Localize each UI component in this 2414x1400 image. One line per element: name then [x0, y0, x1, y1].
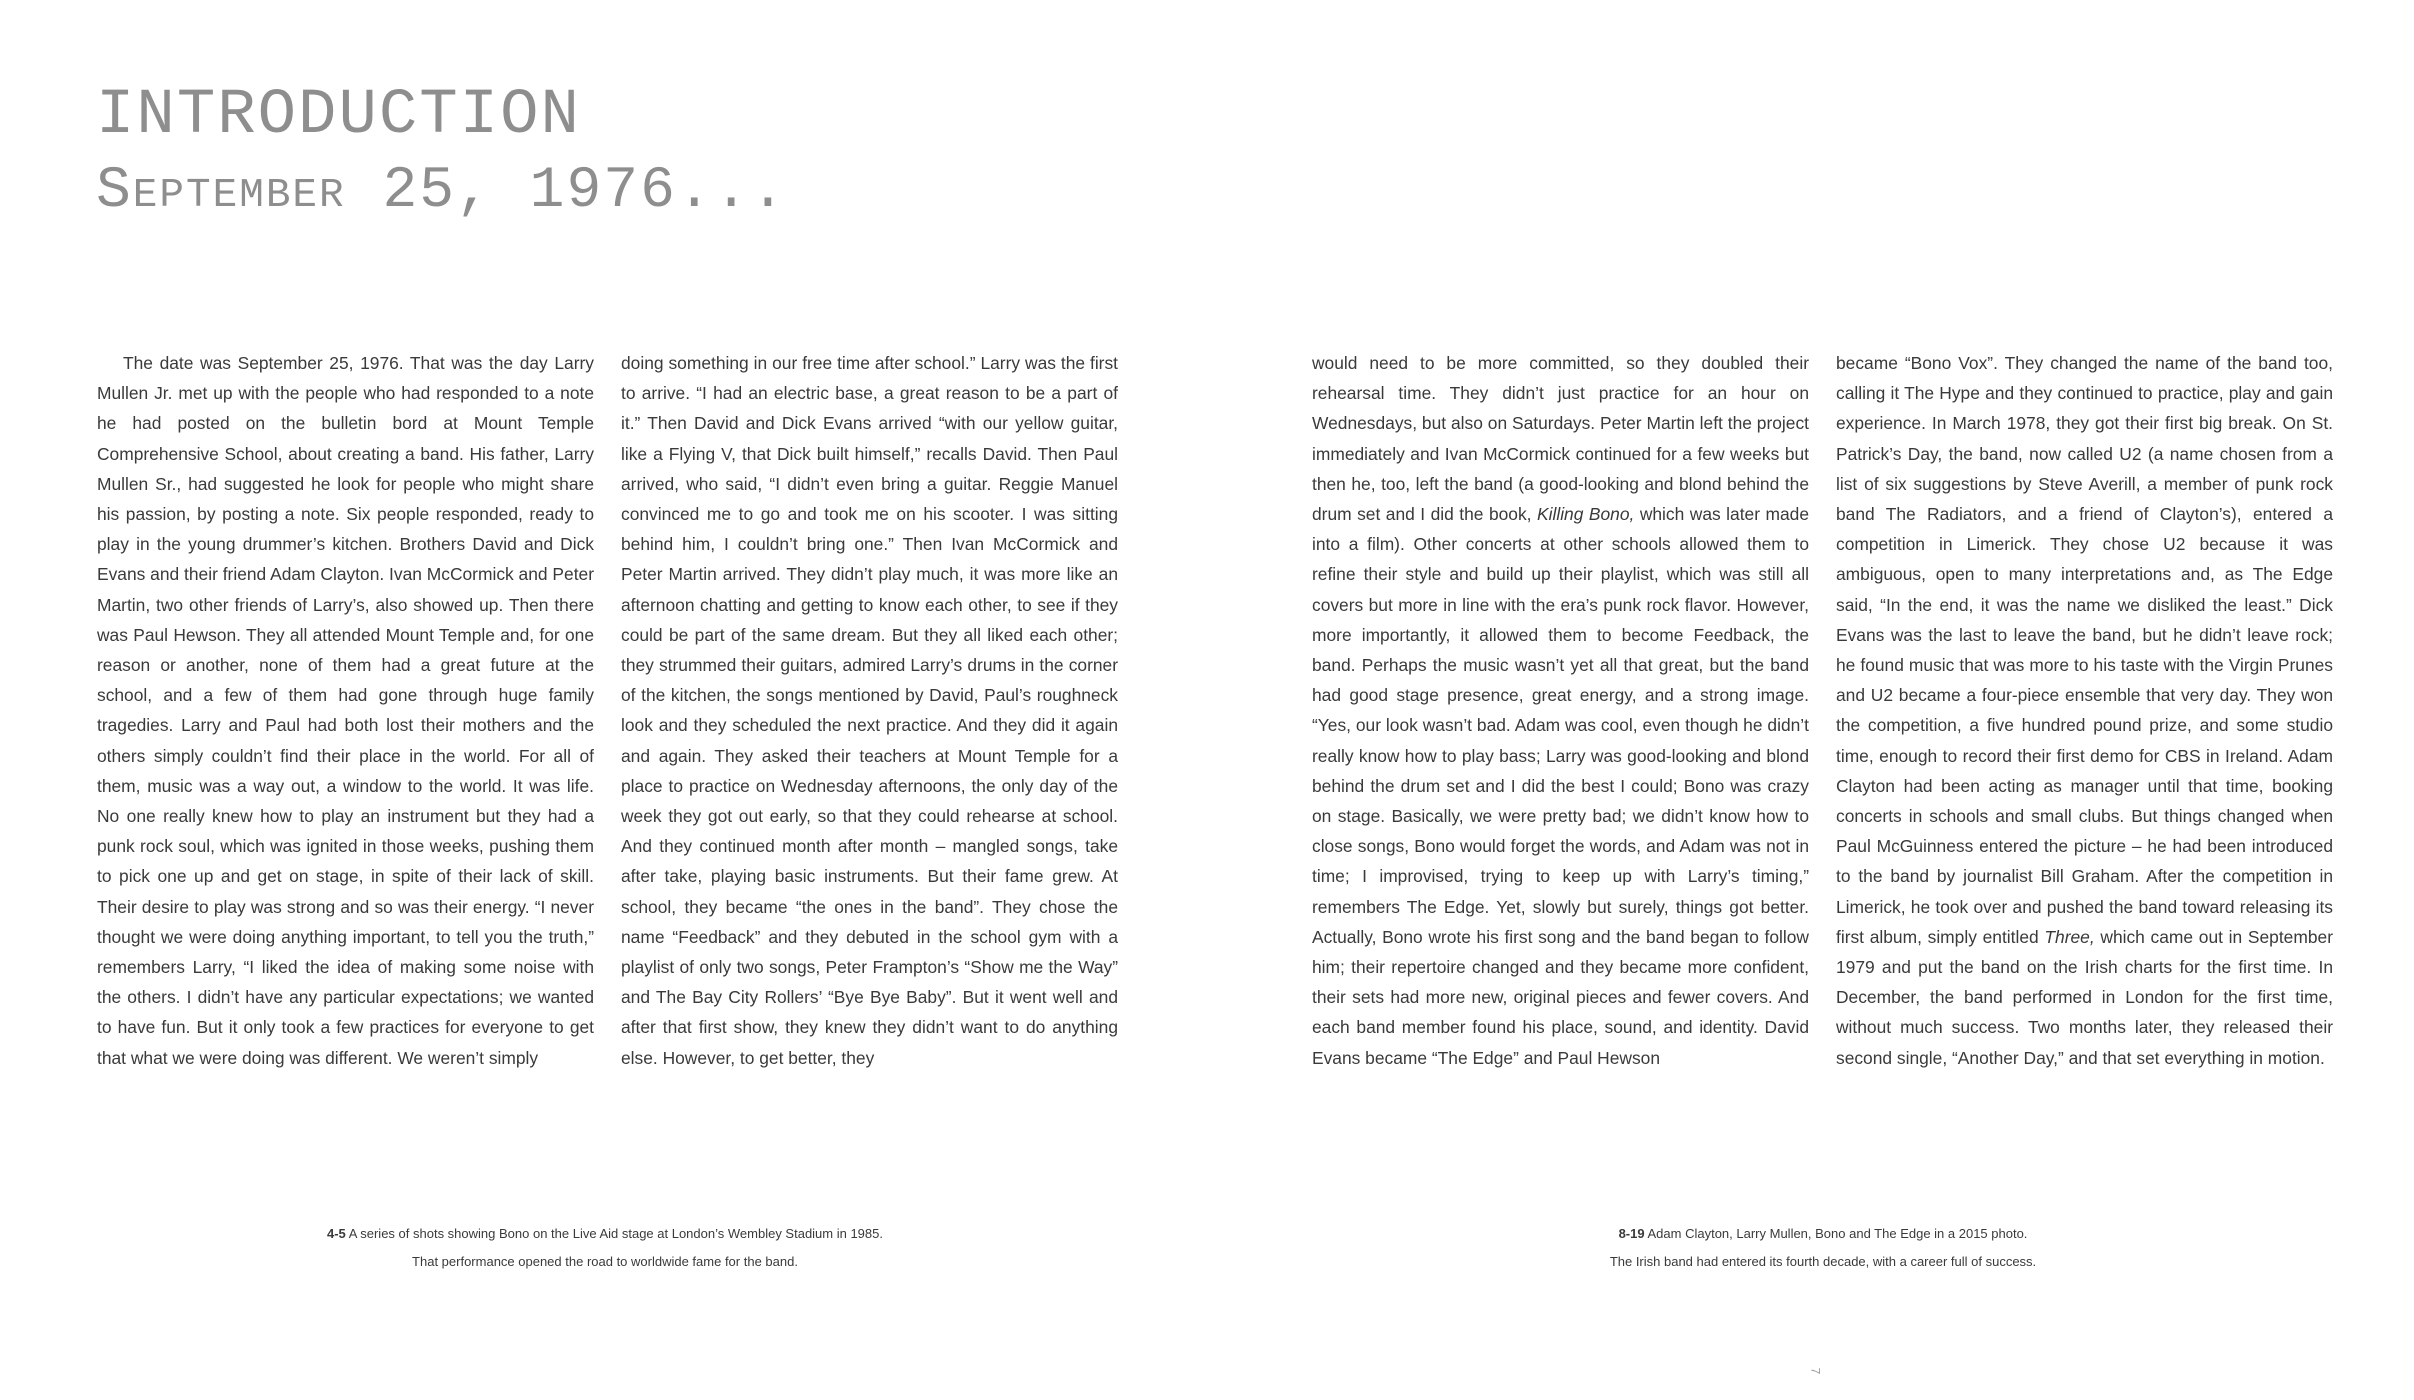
- chapter-heading: [96, 78, 787, 230]
- caption-right-text-1: Adam Clayton, Larry Mullen, Bono and The Edge in a 2015 photo.: [1647, 1226, 2028, 1241]
- chapter-subtitle: September 25, 1976...: [96, 159, 788, 224]
- column-3-book-title: Killing Bono,: [1537, 504, 1635, 525]
- photo-caption-right: [1473, 1220, 2173, 1276]
- caption-left-ref: 4-5: [326, 1226, 346, 1241]
- column-2-text: doing something in our free time after school.” Larry was the first to arrive. “I had an electric base, a great reason to be a part of it.” Then David and Dick Evans arrived “with our yellow guitar, like a Flying V, that Dick built himself,” recalls David. Then Paul arrived, who said, “I didn’t even bring a guitar. Reggie Manuel convinced me to go and took me on his scooter. I was sitting behind him, I couldn’t bring one.” Then Ivan McCormick and Peter Martin arrived. They didn’t play much, it was more like an afternoon chatting and getting to know each other, to see if they could be part of the same dream. But they all liked each other; they strummed their guitars, admired Larry’s drums in the corner of the kitchen, the songs mentioned by David, Paul’s roughneck look and they scheduled the next practice. And they did it again and again. They asked their teachers at Mount Temple for a place to practice on Wednesday afternoons, the only day of the week they got out early, so that they could rehearse at school. And they continued month after month – mangled songs, take after take, playing basic instruments. But their fame grew. At school, they became “the ones in the band”. They chose the name “Feedback” and they debuted in the school gym with a playlist of only two songs, Peter Frampton’s “Show me the Way” and The Bay City Rollers’ “Bye Bye Baby”. But it went well and after that first show, they knew they didn’t want to do anything else. However, to get better, they: [621, 353, 1118, 1068]
- caption-left-line-2: That performance opened the road to worldwide fame for the band.: [412, 1254, 798, 1269]
- column-4-text: [1836, 348, 2333, 1073]
- text-column-1: [97, 348, 594, 1073]
- text-column-4: [1836, 348, 2333, 1073]
- photo-caption-left: [255, 1220, 955, 1276]
- chapter-title: INTRODUCTION: [96, 80, 581, 152]
- column-4-text-before: became “Bono Vox”. They changed the name of the band too, calling it The Hype and they continued to practice, play and gain experience. In March 1978, they got their first big break. On St. Patrick’s Day, the band, now called U2 (a name chosen from a list of six suggestions by Steve Averill, a member of punk rock band The Radiators, and a friend of Clayton’s), entered a competition in Limerick. They chose U2 because it was ambiguous, open to many interpretations and, as The Edge said, “In the end, it was the name we disliked the least.” Dick Evans was the last to leave the band, but he didn’t leave rock; he found music that was more to his taste with the Virgin Prunes and U2 became a four-piece ensemble that very day. They won the competition, a five hundred pound prize, and some studio time, enough to record their first demo for CBS in Ireland. Adam Clayton had been acting as manager until that time, booking concerts in schools and small clubs. But things changed when Paul McGuinness entered the picture – he had been introduced to the band by journalist Bill Graham. After the competition in Limerick, he took over and pushed the band toward releasing its first album, simply entitled: [1836, 353, 2333, 947]
- page-number: 7: [1808, 1367, 1823, 1375]
- text-column-3: [1312, 348, 1809, 1073]
- column-3-text-before: would need to be more committed, so they doubled their rehearsal time. They didn’t just practice for an hour on Wednesdays, but also on Saturdays. Peter Martin left the project immediately and Ivan McCormick continued for a few weeks but then he, too, left the band (a good-looking and blond behind the drum set and I did the book,: [1312, 353, 1809, 525]
- column-3-text-after: which was later made into a film). Other concerts at other schools allowed them to refine their style and build up their playlist, which was still all covers but more in line with the era’s punk rock flavor. However, more importantly, it allowed them to become Feedback, the band. Perhaps the music wasn’t yet all that great, but the band had good stage presence, great energy, and a strong image. “Yes, our look wasn’t bad. Adam was cool, even though he didn’t really know how to play bass; Larry was good-looking and blond behind the drum set and I did the best I could; Bono was crazy on stage. Basically, we were pretty bad; we didn’t know how to close songs, Bono would forget the words, and Adam was not in time; I improvised, trying to keep up with Larry’s timing,” remembers The Edge. Yet, slowly but surely, things got better. Actually, Bono wrote his first song and the band began to follow him; their repertoire changed and they became more confident, their sets had more new, original pieces and fewer covers. And each band member found his place, sound, and identity. David Evans became “The Edge” and Paul Hewson: [1312, 504, 1810, 1068]
- caption-left-line-1: [255, 1220, 955, 1248]
- column-1-text: The date was September 25, 1976. That was the day Larry Mullen Jr. met up with the people who had responded to a note he had posted on the bulletin bord at Mount Temple Comprehensive School, about creating a band. His father, Larry Mullen Sr., had suggested he look for people who might share his passion, by posting a note. Six people responded, ready to play in the young drummer’s kitchen. Brothers David and Dick Evans and their friend Adam Clayton. Ivan McCormick and Peter Martin, two other friends of Larry’s, also showed up. Then there was Paul Hewson. They all attended Mount Temple and, for one reason or another, none of them had a great future at the school, and a few of them had gone through huge family tragedies. Larry and Paul had both lost their mothers and the others simply couldn’t find their place in the world. For all of them, music was a way out, a window to the world. It was life. No one really knew how to play an instrument but they had a punk rock soul, which was ignited in those weeks, pushing them to pick one up and get on stage, in spite of their lack of skill. Their desire to play was strong and so was their energy. “I never thought we were doing anything important, to tell you the truth,” remembers Larry, “I liked the idea of making some noise with the others. I didn’t have any particular expectations; we wanted to have fun. But it only took a few practices for everyone to get that what we were doing was different. We weren’t simply: [97, 353, 594, 1068]
- column-4-album-title: Three,: [2044, 926, 2095, 947]
- column-3-text: [1312, 348, 1809, 1073]
- caption-left-text-1: A series of shots showing Bono on the Live Aid stage at London’s Wembley Stadium in 1985.: [348, 1226, 883, 1241]
- column-4-text-after: which came out in September 1979 and put the band on the Irish charts for the first time. In December, the band performed in London for the first time, without much success. Two months later, they released their second single, “Another Day,” and that set everything in motion.: [1836, 926, 2333, 1068]
- caption-right-ref: 8-19: [1618, 1226, 1645, 1241]
- text-column-2: [621, 348, 1118, 1073]
- caption-right-line-1: [1473, 1220, 2173, 1248]
- caption-right-line-2: The Irish band had entered its fourth decade, with a career full of success.: [1609, 1254, 2037, 1269]
